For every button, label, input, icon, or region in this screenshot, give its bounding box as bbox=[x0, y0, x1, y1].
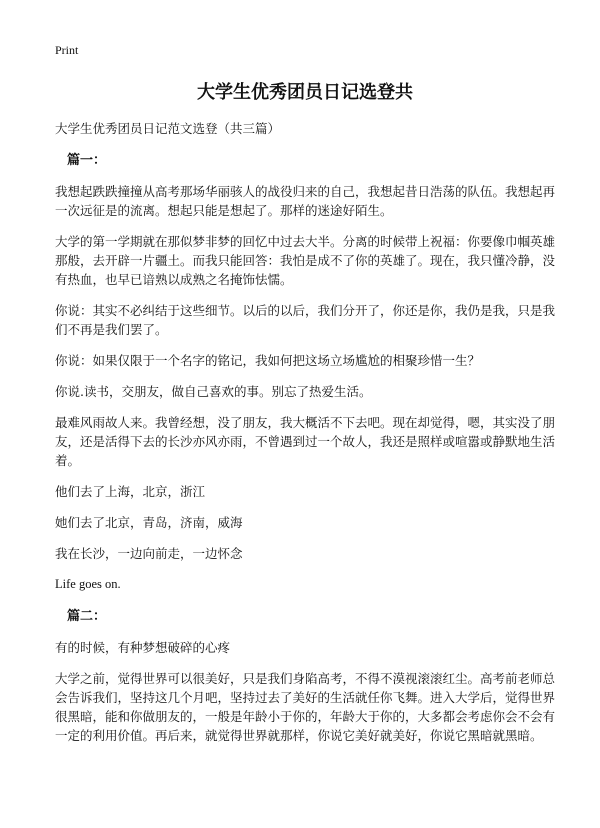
print-label[interactable]: Print bbox=[55, 43, 79, 57]
paragraph: 他们去了上海，北京，浙江 bbox=[55, 484, 206, 499]
paragraph: 有的时候，有种梦想破碎的心疼 bbox=[55, 640, 231, 655]
section-heading: 篇二： bbox=[67, 609, 107, 624]
paragraph: 大学之前，觉得世界可以很美好，只是我们身陷高考，不得不漠视滚滚红尘。高考前老师总会告诉我们，坚持这几个月吧，坚持过去了美好的生活就任你飞舞。进入大学后，觉得世界很黑暗，能和你做朋友的，一般是年龄小于你的，年龄大于你的，大多都会考虑你会不会有一定的利用价值。再后来，就觉得世界就那样，你说它美好就美好，你说它黑暗就黑暗。 bbox=[55, 671, 556, 743]
document-title: 大学生优秀团员日记选登共 bbox=[197, 82, 413, 103]
paragraph: 你说：如果仅限于一个名字的铭记，我如何把这场立场尴尬的相聚珍惜一生？ bbox=[55, 353, 481, 368]
paragraph: 我想起跌跌撞撞从高考那场华丽骇人的战役归来的自己，我想起昔日浩荡的队伍。我想起再一次远征是的流离。想起只能是想起了。那样的迷途好陌生。 bbox=[55, 184, 556, 218]
document-subtitle: 大学生优秀团员日记范文选登（共三篇） bbox=[55, 121, 281, 136]
section-heading: 篇一： bbox=[67, 153, 107, 168]
paragraph: Life goes on. bbox=[55, 577, 121, 591]
paragraph: 她们去了北京，青岛，济南，威海 bbox=[55, 515, 243, 530]
section-two bbox=[55, 608, 555, 745]
paragraph: 大学的第一学期就在那似梦非梦的回忆中过去大半。分离的时候带上祝福：你要像巾帼英雄那般，去开辟一片疆土。而我只能回答：我怕是成不了你的英雄了。现在，我只懂冷静，没有热血，也早已谙熟以成熟之名掩饰怯懦。 bbox=[55, 234, 556, 287]
paragraph: 你说.读书，交朋友，做自己喜欢的事。别忘了热爱生活。 bbox=[55, 384, 372, 399]
paragraph: 最难风雨故人来。我曾经想，没了朋友，我大概活不下去吧。现在却觉得，嗯，其实没了朋友，还是活得下去的长沙亦风亦雨，不曾遇到过一个故人，我还是照样或喧嚣或静默地生活着。 bbox=[55, 415, 556, 468]
paragraph: 你说：其实不必纠结于这些细节。以后的以后，我们分开了，你还是你，我仍是我，只是我们不再是我们罢了。 bbox=[55, 303, 556, 337]
paragraph: 我在长沙，一边向前走，一边怀念 bbox=[55, 546, 243, 561]
document-page bbox=[55, 42, 555, 745]
section-one bbox=[55, 152, 555, 594]
